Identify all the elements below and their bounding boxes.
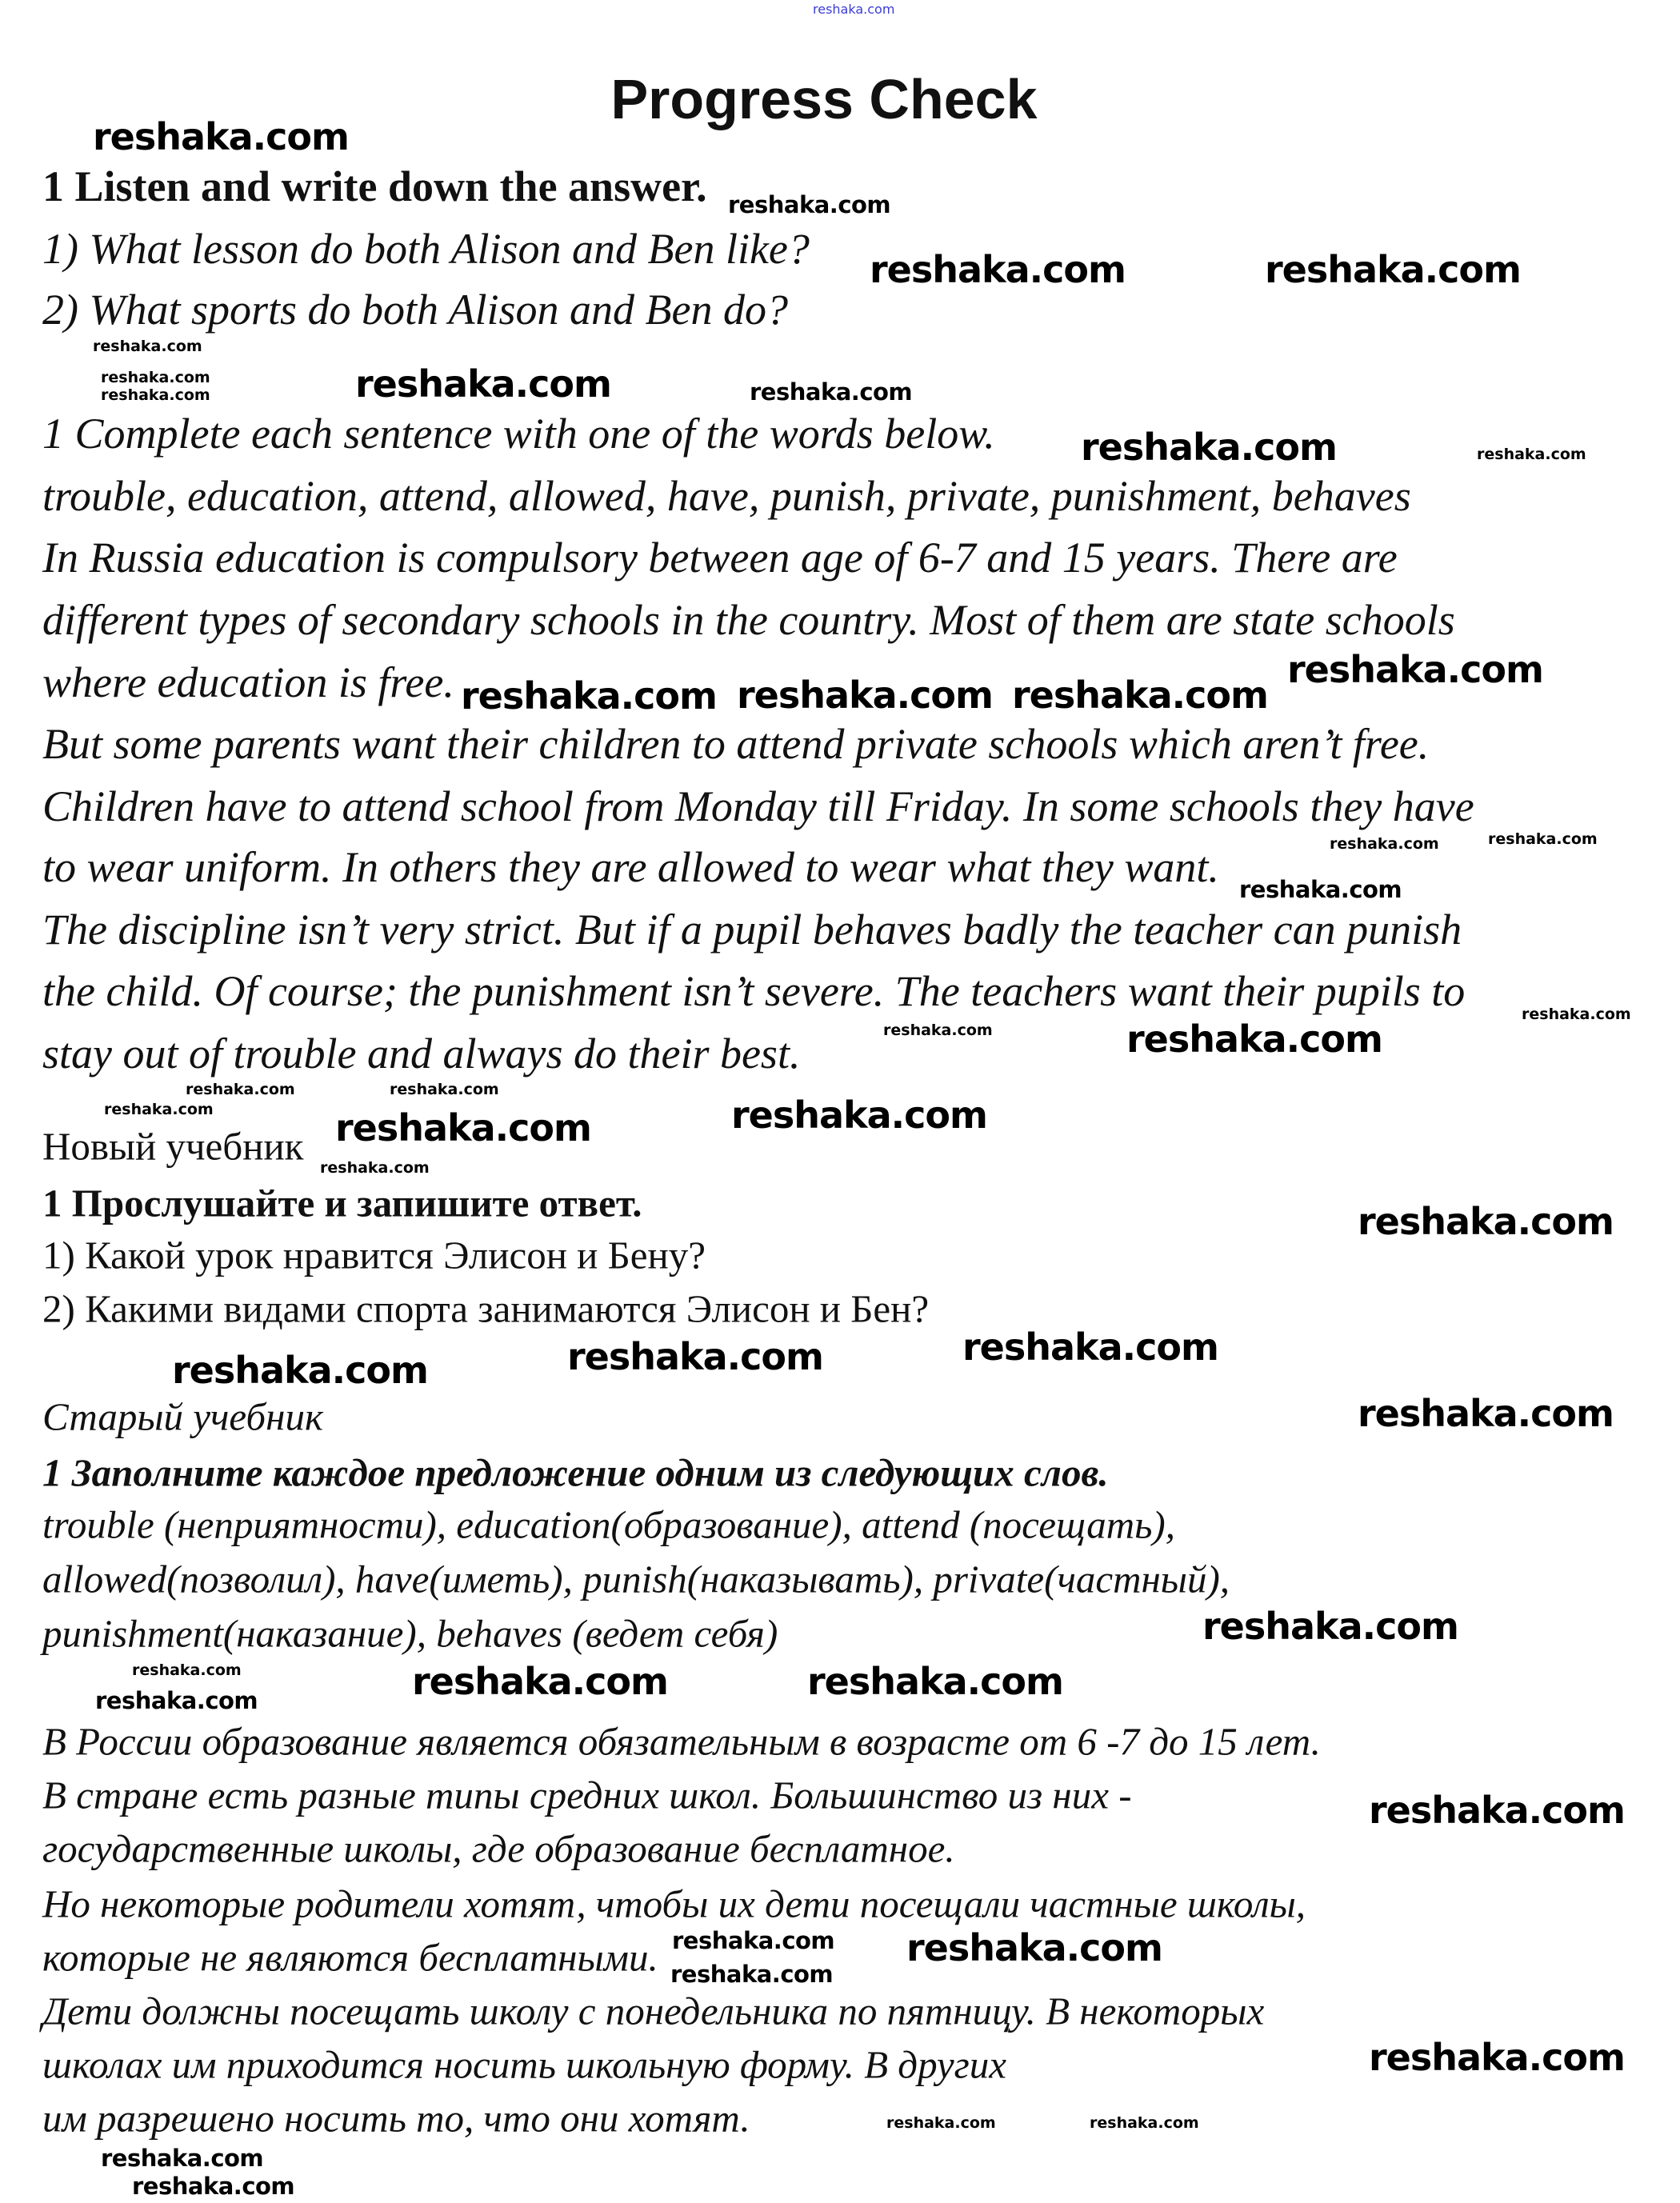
ru-task2-heading: 1 Заполните каждое предложение одним из следующих слов. bbox=[42, 1450, 1109, 1495]
watermark: reshaka.com bbox=[101, 386, 210, 404]
watermark: reshaka.com bbox=[1477, 446, 1586, 463]
watermark: reshaka.com bbox=[461, 674, 717, 718]
watermark: reshaka.com bbox=[737, 674, 993, 717]
text-line: But some parents want their children to attend private schools which aren’t free. bbox=[42, 719, 1430, 768]
watermark: reshaka.com bbox=[670, 1961, 834, 1988]
watermark: reshaka.com bbox=[1369, 1789, 1625, 1832]
watermark: reshaka.com bbox=[1090, 2114, 1199, 2132]
watermark: reshaka.com bbox=[355, 362, 611, 406]
watermark: reshaka.com bbox=[1522, 1006, 1631, 1023]
watermark: reshaka.com bbox=[1330, 835, 1439, 853]
ru-text-line: В стране есть разные типы средних школ. Большинство из них - bbox=[42, 1773, 1132, 1817]
text-line: different types of secondary schools in the country. Most of them are state schools bbox=[42, 595, 1455, 644]
watermark: reshaka.com bbox=[93, 338, 202, 355]
ru-question-1: 1) Какой урок нравится Элисон и Бену? bbox=[42, 1233, 706, 1277]
ru-word-list: trouble (неприятности), education(образование), attend (посещать), bbox=[42, 1502, 1175, 1547]
watermark: reshaka.com bbox=[132, 2173, 295, 2200]
text-line: The discipline isn’t very strict. But if a pupil behaves badly the teacher can punish bbox=[42, 905, 1462, 954]
watermark: reshaka.com bbox=[1287, 648, 1543, 691]
watermark: reshaka.com bbox=[886, 2114, 996, 2132]
watermark: reshaka.com bbox=[1202, 1605, 1458, 1648]
ru-text-line: им разрешено носить то, что они хотят. bbox=[42, 2096, 750, 2141]
watermark: reshaka.com bbox=[132, 1661, 242, 1679]
watermark: reshaka.com bbox=[1488, 830, 1598, 848]
watermark: reshaka.com bbox=[728, 191, 891, 218]
watermark: reshaka.com bbox=[1081, 426, 1337, 469]
watermark: reshaka.com bbox=[412, 1660, 668, 1703]
watermark: reshaka.com bbox=[883, 1022, 993, 1039]
watermark: reshaka.com bbox=[731, 1094, 987, 1137]
ru-text-line: Но некоторые родители хотят, чтобы их дети посещали частные школы, bbox=[42, 1881, 1306, 1926]
watermark: reshaka.com bbox=[101, 369, 210, 386]
text-line: where education is free. bbox=[42, 658, 454, 706]
question-1: 1) What lesson do both Alison and Ben like? bbox=[42, 224, 810, 273]
watermark: reshaka.com bbox=[101, 2145, 264, 2172]
task2-heading: 1 Complete each sentence with one of the words below. bbox=[42, 409, 995, 458]
ru-text-line: Дети должны посещать школу с понедельника по пятницу. В некоторых bbox=[42, 1989, 1265, 2033]
watermark: reshaka.com bbox=[813, 2, 895, 17]
word-list: trouble, education, attend, allowed, have, punish, private, punishment, behaves bbox=[42, 471, 1411, 520]
watermark: reshaka.com bbox=[104, 1101, 214, 1118]
text-line: the child. Of course; the punishment isn’t severe. The teachers want their pupils to bbox=[42, 966, 1466, 1015]
page-title: Progress Check bbox=[610, 67, 1038, 130]
watermark: reshaka.com bbox=[335, 1106, 591, 1149]
watermark: reshaka.com bbox=[962, 1325, 1218, 1369]
ru-text-line: государственные школы, где образование бесплатное. bbox=[42, 1826, 955, 1871]
watermark: reshaka.com bbox=[1358, 1392, 1614, 1435]
question-2: 2) What sports do both Alison and Ben do? bbox=[42, 285, 789, 334]
watermark: reshaka.com bbox=[672, 1927, 835, 1954]
watermark: reshaka.com bbox=[1265, 248, 1521, 291]
watermark: reshaka.com bbox=[1012, 674, 1268, 717]
ru-question-2: 2) Какими видами спорта занимаются Элисон и Бен? bbox=[42, 1286, 930, 1331]
watermark: reshaka.com bbox=[95, 1687, 258, 1714]
text-line: to wear uniform. In others they are allowed to wear what they want. bbox=[42, 842, 1219, 891]
watermark: reshaka.com bbox=[906, 1926, 1162, 1969]
watermark: reshaka.com bbox=[320, 1159, 430, 1177]
text-line: In Russia education is compulsory between age of 6-7 and 15 years. There are bbox=[42, 533, 1398, 582]
ru-task1-heading: 1 Прослушайте и запишите ответ. bbox=[42, 1181, 642, 1225]
watermark: reshaka.com bbox=[1126, 1018, 1382, 1061]
watermark: reshaka.com bbox=[807, 1660, 1063, 1703]
watermark: reshaka.com bbox=[750, 378, 913, 406]
watermark: reshaka.com bbox=[1358, 1200, 1614, 1243]
ru-word-list: allowed(позволил), have(иметь), punish(наказывать), private(частный), bbox=[42, 1557, 1230, 1601]
old-book-label: Старый учебник bbox=[42, 1394, 323, 1439]
ru-word-list: punishment(наказание), behaves (ведет себя) bbox=[42, 1611, 778, 1656]
ru-text-line: школах им приходится носить школьную форму. В других bbox=[42, 2042, 1007, 2087]
watermark: reshaka.com bbox=[1239, 876, 1402, 903]
ru-text-line: которые не являются бесплатными. bbox=[42, 1935, 658, 1980]
new-book-label: Новый учебник bbox=[42, 1124, 304, 1169]
watermark: reshaka.com bbox=[390, 1081, 499, 1098]
task1-heading: 1 Listen and write down the answer. bbox=[42, 162, 707, 210]
ru-text-line: В России образование является обязательным в возрасте от 6 -7 до 15 лет. bbox=[42, 1719, 1321, 1764]
watermark: reshaka.com bbox=[567, 1335, 823, 1378]
watermark: reshaka.com bbox=[870, 248, 1126, 291]
text-line: Children have to attend school from Monday till Friday. In some schools they have bbox=[42, 782, 1474, 830]
watermark: reshaka.com bbox=[93, 115, 349, 158]
watermark: reshaka.com bbox=[186, 1081, 295, 1098]
watermark: reshaka.com bbox=[1369, 2036, 1625, 2079]
text-line: stay out of trouble and always do their best. bbox=[42, 1029, 801, 1078]
watermark: reshaka.com bbox=[172, 1349, 428, 1392]
